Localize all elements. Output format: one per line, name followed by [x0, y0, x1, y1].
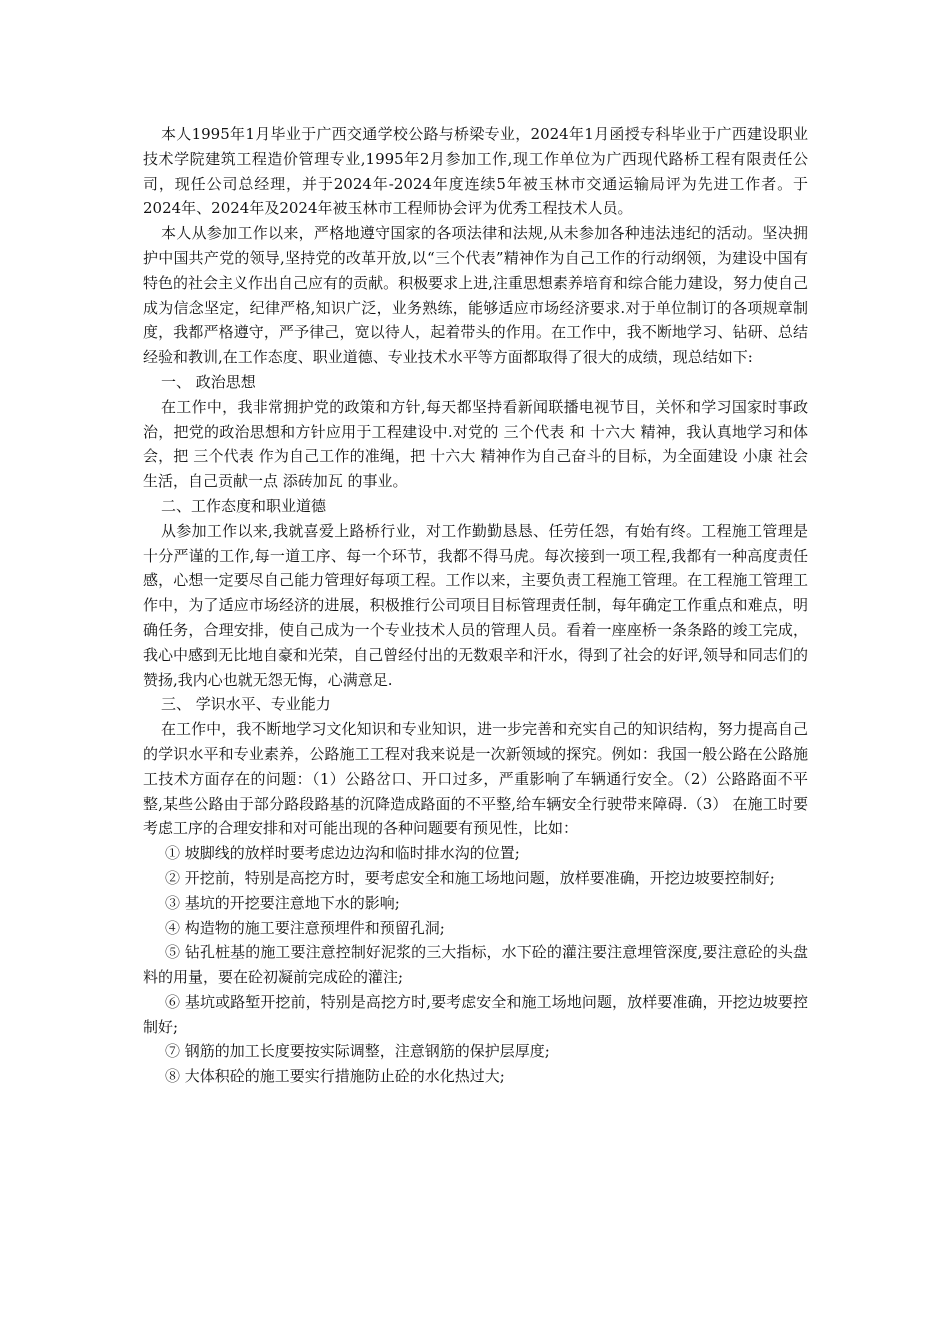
- intro-paragraph-1: 本人1995年1月毕业于广西交通学校公路与桥梁专业，2024年1月函授专科毕业于广西建设职业技术学院建筑工程造价管理专业,1995年2月参加工作,现工作单位为广西现代路桥工程有限责任公司，现任公司总经理，并于2024年-2024年度连续5年被玉林市交通运输局评为先进工作者。于2024年、2024年及2024年被玉林市工程师协会评为优秀工程技术人员。: [143, 125, 808, 218]
- list-item: ④ 构造物的施工要注意预埋件和预留孔洞;: [165, 918, 445, 937]
- list-item: ① 坡脚线的放样时要考虑边边沟和临时排水沟的位置;: [165, 844, 520, 863]
- section-body-attitude: 从参加工作以来,我就喜爱上路桥行业，对工作勤勤恳恳、任劳任怨，有始有终。工程施工管理是十分严谨的工作,每一道工序、每一个环节，我都不得马虎。每次接到一项工程,我都有一种高度责任感，心想一定要尽自己能力管理好每项工程。工作以来，主要负责工程施工管理。在工程施工管理工作中，为了适应市场经济的进展，积极推行公司项目目标管理责任制，每年确定工作重点和难点，明确任务，合理安排，使自己成为一个专业技术人员的管理人员。看着一座座桥一条条路的竣工完成，我心中感到无比地自豪和光荣，自己曾经付出的无数艰辛和汗水，得到了社会的好评,领导和同志们的赞扬,我内心也就无怨无悔，心满意足.: [143, 521, 808, 689]
- section-body-knowledge: 在工作中，我不断地学习文化知识和专业知识，进一步完善和充实自己的知识结构，努力提高自己的学识水平和专业素养，公路施工工程对我来说是一次新领域的探究。例如：我国一般公路在公路施工技术方面存在的问题：（1）公路岔口、开口过多，严重影响了车辆通行安全。（2）公路路面不平整,某些公路由于部分路段路基的沉降造成路面的不平整,给车辆安全行驶带来障碍.（3） 在施工时要考虑工序的合理安排和对可能出现的各种问题要有预见性，比如：: [143, 720, 808, 838]
- list-item: ⑧ 大体积砼的施工要实行措施防止砼的水化热过大;: [165, 1067, 505, 1086]
- section-heading-politics: 一、 政治思想: [161, 372, 256, 391]
- section-heading-attitude: 二、工作态度和职业道德: [161, 496, 327, 515]
- list-item: ⑥ 基坑或路堑开挖前，特别是高挖方时,要考虑安全和施工场地问题，放样要准确，开挖边坡要控制好;: [143, 992, 808, 1036]
- section-body-politics: 在工作中，我非常拥护党的政策和方针,每天都坚持看新闻联播电视节目，关怀和学习国家时事政治，把党的政治思想和方针应用于工程建设中.对党的 三个代表 和 十六大 精神，我认真地学习和体会，把 三个代表 作为自己工作的准绳，把 十六大 精神作为自己奋斗的目标，为全面建设 小康 社会生活，自己贡献一点 添砖加瓦 的事业。: [143, 397, 808, 491]
- list-item: ⑦ 钢筋的加工长度要按实际调整，注意钢筋的保护层厚度;: [165, 1042, 550, 1061]
- list-item: ⑤ 钻孔桩基的施工要注意控制好泥浆的三大指标，水下砼的灌注要注意埋管深度,要注意砼的头盘料的用量，要在砼初凝前完成砼的灌注;: [143, 943, 808, 987]
- document-page: [143, 122, 808, 1089]
- section-heading-knowledge: 三、 学识水平、专业能力: [161, 695, 331, 714]
- list-item: ③ 基坑的开挖要注意地下水的影响;: [165, 893, 400, 912]
- intro-paragraph-2: 本人从参加工作以来，严格地遵守国家的各项法律和法规,从未参加各种违法违纪的活动。坚决拥护中国共产党的领导,坚持党的改革开放,以“三个代表”精神作为自己工作的行动纲领，为建设中国有特色的社会主义作出自己应有的贡献。积极要求上进,注重思想素养培育和综合能力建设，努力使自己成为信念坚定，纪律严格,知识广泛，业务熟练，能够适应市场经济要求.对于单位制订的各项规章制度，我都严格遵守，严予律己，宽以待人，起着带头的作用。在工作中，我不断地学习、钻研、总结经验和教训,在工作态度、职业道德、专业技术水平等方面都取得了很大的成绩，现总结如下:: [143, 224, 808, 367]
- list-item: ② 开挖前，特别是高挖方时，要考虑安全和施工场地问题，放样要准确，开挖边坡要控制好;: [165, 868, 775, 887]
